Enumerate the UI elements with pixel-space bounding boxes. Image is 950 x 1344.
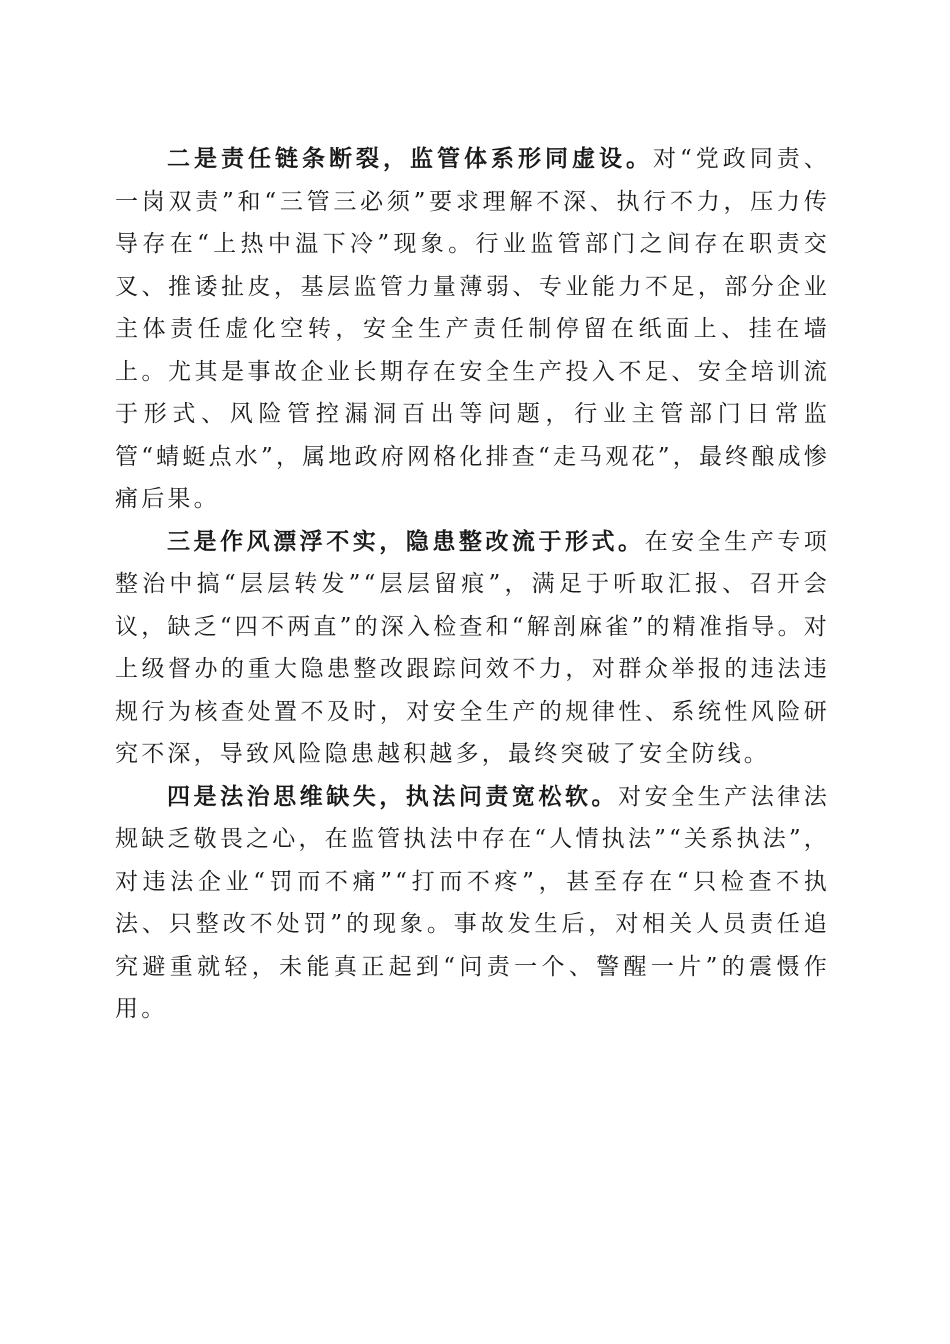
paragraph-heading: 四是法治思维缺失，执法问责宽松软。 xyxy=(167,782,619,810)
document-page xyxy=(115,138,830,1031)
paragraph-work-style xyxy=(115,521,830,776)
paragraph-heading: 三是作风漂浮不实，隐患整改流于形式。 xyxy=(167,527,645,555)
paragraph-heading: 二是责任链条断裂，监管体系形同虚设。 xyxy=(167,145,654,172)
paragraph-body: 在安全生产专项整治中搞“层层转发”“层层留痕”，满足于听取汇报、召开会议，缺乏“四不两直”的深入检查和“解剖麻雀”的精准指导。对上级督办的重大隐患整改跟踪问效不力，对群众举报的违法违规行为核查处置不及时，对安全生产的规律性、系统性风险研究不深，导致风险隐患越积越多，最终突破了安全防线。 xyxy=(115,528,830,767)
paragraph-responsibility-chain xyxy=(115,138,830,521)
paragraph-body: 对“党政同责、一岗双责”和“三管三必须”要求理解不深、执行不力，压力传导存在“上热中温下冷”现象。行业监管部门之间存在职责交叉、推诿扯皮，基层监管力量薄弱、专业能力不足，部分企业主体责任虚化空转，安全生产责任制停留在纸面上、挂在墙上。尤其是事故企业长期存在安全生产投入不足、安全培训流于形式、风险管控漏洞百出等问题，行业主管部门日常监管“蜻蜓点水”，属地政府网格化排查“走马观花”，最终酿成惨痛后果。 xyxy=(115,146,830,512)
paragraph-body: 对安全生产法律法规缺乏敬畏之心，在监管执法中存在“人情执法”“关系执法”，对违法企业“罚而不痛”“打而不疼”，甚至存在“只检查不执法、只整改不处罚”的现象。事故发生后，对相关人员责任追究避重就轻，未能真正起到“问责一个、警醒一片”的震慑作用。 xyxy=(115,783,830,1022)
paragraph-rule-of-law xyxy=(115,776,830,1031)
